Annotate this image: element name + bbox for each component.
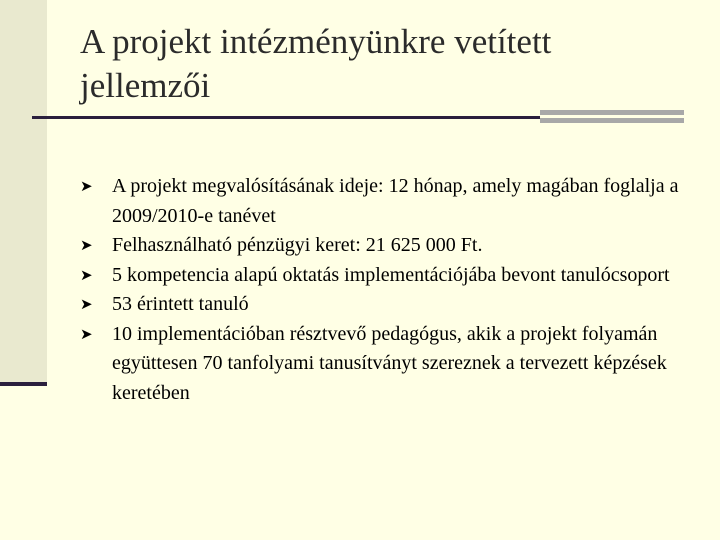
bullet-item xyxy=(80,320,690,409)
bullet-text: Felhasználható pénzügyi keret: 21 625 000 Ft. xyxy=(112,234,483,256)
arrowhead-right-icon: ➤ xyxy=(80,324,93,343)
arrowhead-right-icon: ➤ xyxy=(80,177,93,195)
bullet-text: 53 érintett tanuló xyxy=(112,293,249,315)
title-divider xyxy=(32,116,540,119)
bullet-list xyxy=(80,172,690,408)
bullet-text: 5 kompetencia alapú oktatás implementációjába bevont tanulócsoport xyxy=(112,263,670,286)
bullet-text: A projekt megvalósításának ideje: 12 hónap, amely magában foglalja a 2009/2010-e tanévet xyxy=(112,175,679,227)
bullet-item xyxy=(80,261,690,291)
arrowhead-right-icon: ➤ xyxy=(80,236,93,254)
arrowhead-right-icon: ➤ xyxy=(80,295,93,313)
left-band-underline xyxy=(0,382,47,386)
bullet-item xyxy=(80,290,690,320)
bullet-item xyxy=(80,172,690,231)
bullet-text: 10 implementációban résztvevő pedagógus, akik a projekt folyamán együttesen 70 tanfolyami tanusítványt szereznek a tervezett képzések keretében xyxy=(112,322,667,404)
title-divider-accent-top xyxy=(540,110,684,115)
arrowhead-right-icon: ➤ xyxy=(80,265,93,284)
title-divider-accent-bottom xyxy=(540,118,684,123)
slide-title: A projekt intézményünkre vetített jellemzői xyxy=(80,22,552,105)
bullet-item xyxy=(80,231,690,261)
left-decorative-band xyxy=(0,0,47,383)
